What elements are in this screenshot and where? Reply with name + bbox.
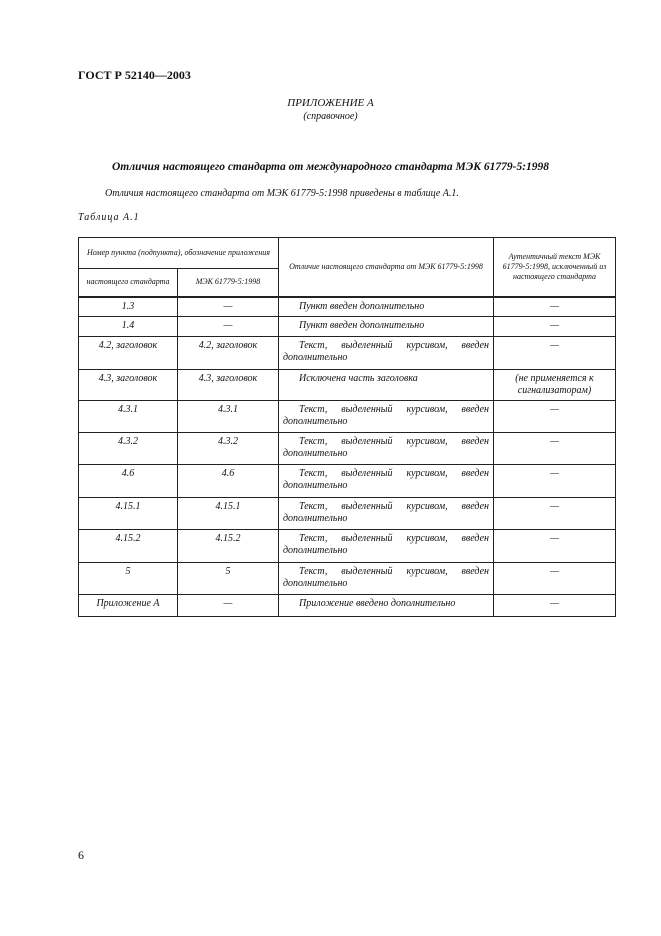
- cell-authentic-text: —: [494, 401, 616, 433]
- table-row: [79, 337, 616, 370]
- cell-iec-clause: 4.3, заголовок: [178, 370, 279, 401]
- header-difference: Отличие настоящего стандарта от МЭК 61779-5:1998: [279, 238, 494, 297]
- cell-difference: [279, 530, 494, 563]
- document-title: Отличия настоящего стандарта от международного стандарта МЭК 61779-5:1998: [111, 161, 550, 173]
- cell-this-clause: 1.4: [79, 317, 178, 337]
- difference-text: Текст, выделенный курсивом, введен дополнительно: [283, 436, 489, 459]
- table-row: [79, 370, 616, 401]
- cell-this-clause: Приложение А: [79, 595, 178, 617]
- cell-authentic-text: —: [494, 433, 616, 465]
- table-body: [79, 297, 616, 617]
- table-row: [79, 401, 616, 433]
- cell-this-clause: 4.15.2: [79, 530, 178, 563]
- difference-text: Пункт введен дополнительно: [299, 300, 425, 312]
- cell-difference: [279, 563, 494, 595]
- difference-text: Текст, выделенный курсивом, введен дополнительно: [283, 501, 489, 524]
- appendix-subtitle: (справочное): [303, 111, 358, 122]
- appendix-heading: [0, 97, 661, 123]
- difference-text: Текст, выделенный курсивом, введен дополнительно: [283, 340, 489, 363]
- cell-difference: [279, 317, 494, 337]
- cell-authentic-text: —: [494, 498, 616, 530]
- cell-this-clause: 4.3, заголовок: [79, 370, 178, 401]
- difference-text: Текст, выделенный курсивом, введен дополнительно: [283, 468, 489, 491]
- cell-authentic-text: —: [494, 595, 616, 617]
- cell-authentic-text: —: [494, 465, 616, 498]
- difference-text: Текст, выделенный курсивом, введен дополнительно: [283, 566, 489, 589]
- difference-text: Приложение введено дополнительно: [299, 598, 456, 609]
- table-row: [79, 498, 616, 530]
- cell-iec-clause: —: [178, 297, 279, 317]
- header-this-standard: настоящего стандарта: [79, 269, 178, 297]
- cell-difference: [279, 433, 494, 465]
- cell-iec-clause: 4.3.1: [178, 401, 279, 433]
- cell-this-clause: 1.3: [79, 297, 178, 317]
- cell-iec-clause: 4.6: [178, 465, 279, 498]
- cell-authentic-text: —: [494, 530, 616, 563]
- cell-this-clause: 4.2, заголовок: [79, 337, 178, 370]
- appendix-title: ПРИЛОЖЕНИЕ А: [287, 97, 374, 109]
- cell-authentic-text: —: [494, 337, 616, 370]
- differences-table: [78, 237, 616, 617]
- cell-difference: [279, 297, 494, 317]
- cell-authentic-text: —: [494, 297, 616, 317]
- table-row: [79, 433, 616, 465]
- cell-iec-clause: 4.2, заголовок: [178, 337, 279, 370]
- cell-this-clause: 4.3.1: [79, 401, 178, 433]
- cell-this-clause: 4.6: [79, 465, 178, 498]
- cell-iec-clause: —: [178, 595, 279, 617]
- table-row: [79, 297, 616, 317]
- cell-this-clause: 4.15.1: [79, 498, 178, 530]
- cell-difference: [279, 465, 494, 498]
- table-caption: Таблица А.1: [78, 212, 140, 223]
- page-number: 6: [78, 848, 84, 862]
- header-authentic-text: Аутентичный текст МЭК 61779-5:1998, исключенный из настоящего стандарта: [494, 238, 616, 297]
- cell-iec-clause: 4.15.2: [178, 530, 279, 563]
- cell-iec-clause: 5: [178, 563, 279, 595]
- standard-code: ГОСТ Р 52140—2003: [78, 68, 191, 82]
- difference-text: Текст, выделенный курсивом, введен дополнительно: [283, 404, 489, 427]
- table-header: [79, 238, 616, 297]
- cell-difference: [279, 498, 494, 530]
- difference-text: Текст, выделенный курсивом, введен дополнительно: [283, 533, 489, 556]
- header-clause-group: Номер пункта (подпункта), обозначение приложения: [79, 238, 279, 269]
- cell-authentic-text: (не применяется к сигнализаторам): [494, 370, 616, 401]
- table-row: [79, 595, 616, 617]
- cell-this-clause: 5: [79, 563, 178, 595]
- difference-text: Исключена часть заголовка: [299, 373, 418, 384]
- cell-authentic-text: —: [494, 317, 616, 337]
- cell-difference: [279, 595, 494, 617]
- table-row: [79, 465, 616, 498]
- cell-iec-clause: —: [178, 317, 279, 337]
- cell-iec-clause: 4.3.2: [178, 433, 279, 465]
- cell-this-clause: 4.3.2: [79, 433, 178, 465]
- cell-difference: [279, 401, 494, 433]
- cell-difference: [279, 370, 494, 401]
- table-row: [79, 563, 616, 595]
- intro-text: Отличия настоящего стандарта от МЭК 61779-5:1998 приведены в таблице А.1.: [105, 188, 459, 199]
- cell-iec-clause: 4.15.1: [178, 498, 279, 530]
- cell-difference: [279, 337, 494, 370]
- table-row: [79, 530, 616, 563]
- cell-authentic-text: —: [494, 563, 616, 595]
- table-row: [79, 317, 616, 337]
- header-iec-standard: МЭК 61779-5:1998: [178, 269, 279, 297]
- difference-text: Пункт введен дополнительно: [299, 320, 425, 331]
